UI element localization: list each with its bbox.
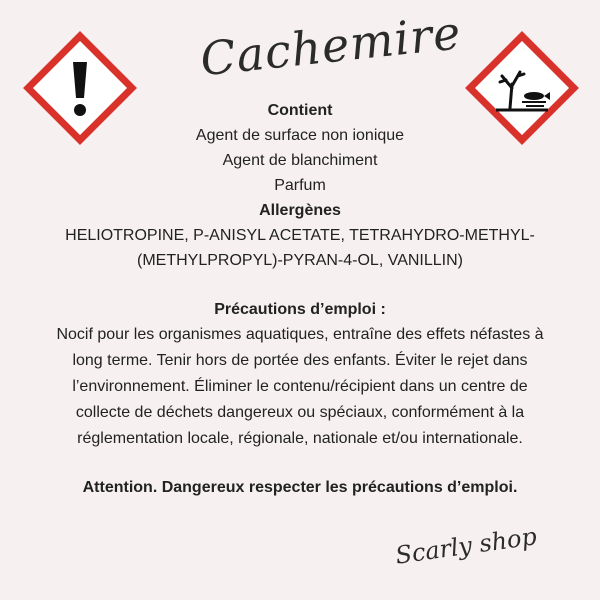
contient-item: Agent de blanchiment (222, 152, 378, 169)
contient-item: Parfum (274, 177, 326, 194)
allergenes-section (0, 198, 600, 273)
attention-warning: Attention. Dangereux respecter les précautions d’emploi. (82, 479, 518, 496)
allergenes-line: HELIOTROPINE, P-ANISYL ACETATE, TETRAHYDRO-METHYL- (65, 227, 535, 244)
contient-section (0, 98, 600, 198)
precautions-section (0, 297, 600, 452)
precautions-line: Nocif pour les organismes aquatiques, entraîne des effets néfastes à (56, 326, 544, 343)
precautions-line: long terme. Tenir hors de portée des enfants. Éviter le rejet dans (72, 352, 528, 369)
contient-item: Agent de surface non ionique (195, 127, 405, 144)
precautions-line: collecte de déchets dangereux ou spéciaux, conformément à la (75, 404, 525, 421)
precautions-line: réglementation locale, régionale, nationale et/ou internationale. (77, 430, 523, 447)
contient-heading: Contient (267, 102, 333, 119)
allergenes-line: (METHYLPROPYL)-PYRAN-4-OL, VANILLIN) (137, 252, 463, 269)
precautions-heading: Précautions d’emploi : (214, 301, 386, 318)
product-title: Cachemire (197, 5, 464, 87)
shop-signature: Scarly shop (393, 522, 539, 570)
allergenes-heading: Allergènes (259, 202, 341, 219)
precautions-line: l’environnement. Éliminer le contenu/récipient dans un centre de (72, 378, 528, 395)
